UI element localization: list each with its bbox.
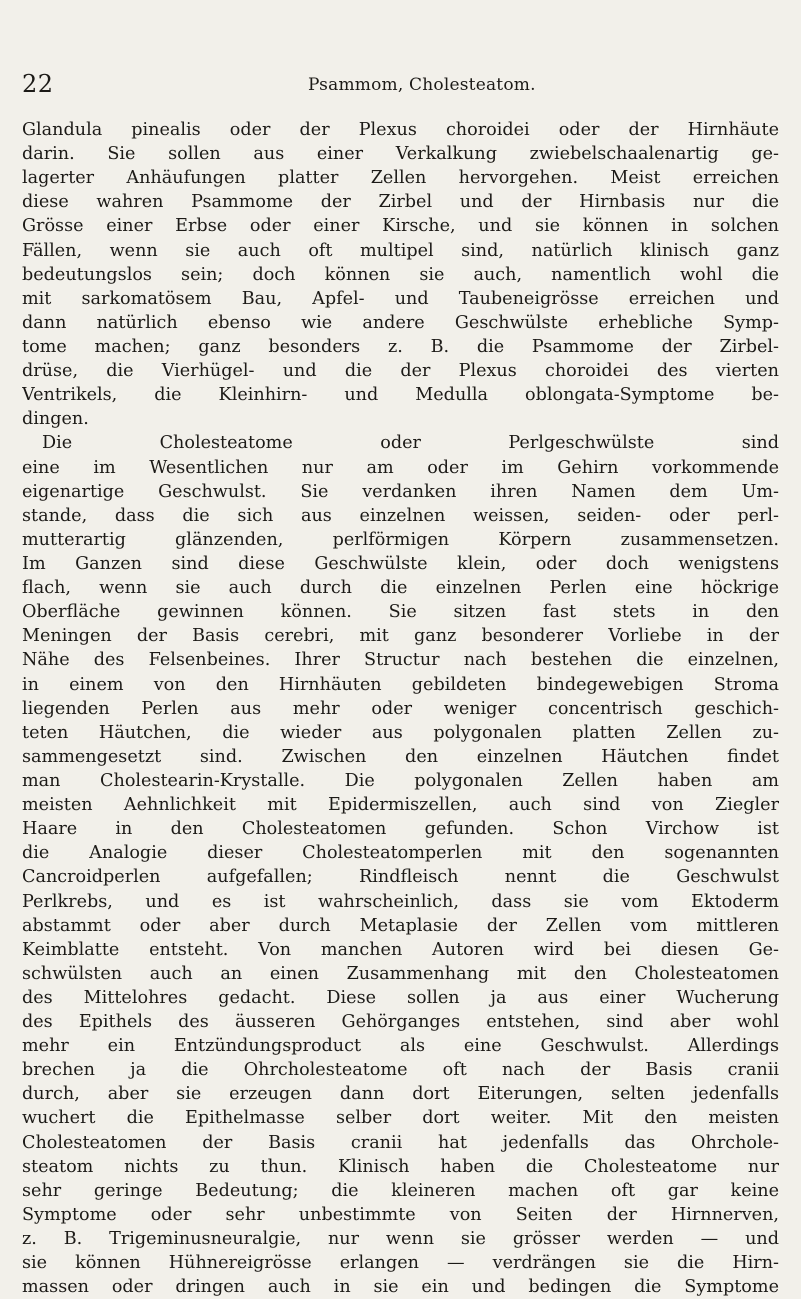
page-title: Psammom, Cholesteatom.	[308, 75, 536, 95]
text-line: sehr geringe Bedeutung; die kleineren machen oft gar keine	[22, 1180, 779, 1201]
text-line: dann natürlich ebenso wie andere Geschwülste erhebliche Symp-	[22, 312, 779, 333]
text-line: Oberfläche gewinnen können. Sie sitzen fast stets in den	[22, 602, 779, 623]
text-line: lagerter Anhäufungen platter Zellen hervorgehen. Meist erreichen	[22, 168, 779, 189]
text-line: sammengesetzt sind. Zwischen den einzelnen Häutchen findet	[22, 746, 779, 767]
text-line: sie können Hühnereigrösse erlangen — verdrängen sie die Hirn-	[22, 1253, 779, 1274]
text-line: mit sarkomatösem Bau, Apfel- und Taubeneigrösse erreichen und	[22, 288, 779, 309]
text-line: Symptome oder sehr unbestimmte von Seiten der Hirnnerven,	[22, 1204, 779, 1225]
text-line: Meningen der Basis cerebri, mit ganz besonderer Vorliebe in der	[22, 626, 779, 647]
page-number: 22	[22, 70, 54, 98]
text-line: Grösse einer Erbse oder einer Kirsche, und sie können in solchen	[22, 216, 779, 237]
text-line: meisten Aehnlichkeit mit Epidermiszellen, auch sind von Ziegler	[22, 795, 779, 816]
text-line: z. B. Trigeminusneuralgie, nur wenn sie grösser werden — und	[22, 1229, 779, 1250]
text-line: massen oder dringen auch in sie ein und bedingen die Symptome	[22, 1277, 779, 1298]
text-line: in einem von den Hirnhäuten gebildeten bindegewebigen Stroma	[22, 674, 779, 695]
text-line: Nähe des Felsenbeines. Ihrer Structur nach bestehen die einzelnen,	[22, 650, 779, 671]
text-line: Glandula pinealis oder der Plexus choroidei oder der Hirnhäute	[22, 120, 779, 140]
text-line: stande, dass die sich aus einzelnen weissen, seiden- oder perl-	[22, 505, 779, 526]
text-line: Im Ganzen sind diese Geschwülste klein, oder doch wenigstens	[22, 553, 779, 574]
text-line: teten Häutchen, die wieder aus polygonalen platten Zellen zu-	[22, 722, 779, 743]
text-line: durch, aber sie erzeugen dann dort Eiterungen, selten jedenfalls	[22, 1084, 779, 1105]
text-line: Die Cholesteatome oder Perlgeschwülste sind	[42, 433, 779, 454]
text-line: Cancroidperlen aufgefallen; Rindfleisch nennt die Geschwulst	[22, 867, 779, 888]
text-line: bedeutungslos sein; doch können sie auch, namentlich wohl die	[22, 264, 779, 285]
body-text	[22, 118, 779, 1299]
text-line: liegenden Perlen aus mehr oder weniger concentrisch geschich-	[22, 698, 779, 719]
text-line: Cholesteatomen der Basis cranii hat jedenfalls das Ohrchole-	[22, 1132, 779, 1153]
running-head	[22, 70, 779, 100]
text-line: dingen.	[22, 409, 89, 430]
text-line: steatom nichts zu thun. Klinisch haben die Cholesteatome nur	[22, 1156, 779, 1177]
text-line: mutterartig glänzenden, perlförmigen Körpern zusammensetzen.	[22, 529, 779, 550]
text-line: man Cholestearin-Krystalle. Die polygonalen Zellen haben am	[22, 770, 779, 791]
text-line: schwülsten auch an einen Zusammenhang mit den Cholesteatomen	[22, 963, 779, 984]
text-line: abstammt oder aber durch Metaplasie der Zellen vom mittleren	[22, 915, 779, 936]
text-line: Haare in den Cholesteatomen gefunden. Schon Virchow ist	[22, 819, 779, 840]
text-line: mehr ein Entzündungsproduct als eine Geschwulst. Allerdings	[22, 1036, 779, 1057]
text-line: darin. Sie sollen aus einer Verkalkung zwiebelschaalenartig ge-	[22, 144, 779, 165]
text-line: Fällen, wenn sie auch oft multipel sind, natürlich klinisch ganz	[22, 240, 779, 261]
text-line: Keimblatte entsteht. Von manchen Autoren wird bei diesen Ge-	[22, 939, 779, 960]
text-line: eigenartige Geschwulst. Sie verdanken ihren Namen dem Um-	[22, 481, 779, 502]
text-line: diese wahren Psammome der Zirbel und der Hirnbasis nur die	[22, 192, 779, 213]
text-line: flach, wenn sie auch durch die einzelnen Perlen eine höckrige	[22, 578, 779, 599]
text-line: Perlkrebs, und es ist wahrscheinlich, dass sie vom Ektoderm	[22, 891, 779, 912]
text-line: wuchert die Epithelmasse selber dort weiter. Mit den meisten	[22, 1108, 779, 1129]
text-line: tome machen; ganz besonders z. B. die Psammome der Zirbel-	[22, 336, 779, 357]
text-line: des Epithels des äusseren Gehörganges entstehen, sind aber wohl	[22, 1012, 779, 1033]
text-line: Ventrikels, die Kleinhirn- und Medulla oblongata-Symptome be-	[22, 385, 779, 406]
text-line: die Analogie dieser Cholesteatomperlen mit den sogenannten	[22, 843, 779, 864]
text-line: brechen ja die Ohrcholesteatome oft nach der Basis cranii	[22, 1060, 779, 1081]
text-line: des Mittelohres gedacht. Diese sollen ja aus einer Wucherung	[22, 987, 779, 1008]
text-line: eine im Wesentlichen nur am oder im Gehirn vorkommende	[22, 457, 779, 478]
text-line: drüse, die Vierhügel- und die der Plexus choroidei des vierten	[22, 361, 779, 382]
